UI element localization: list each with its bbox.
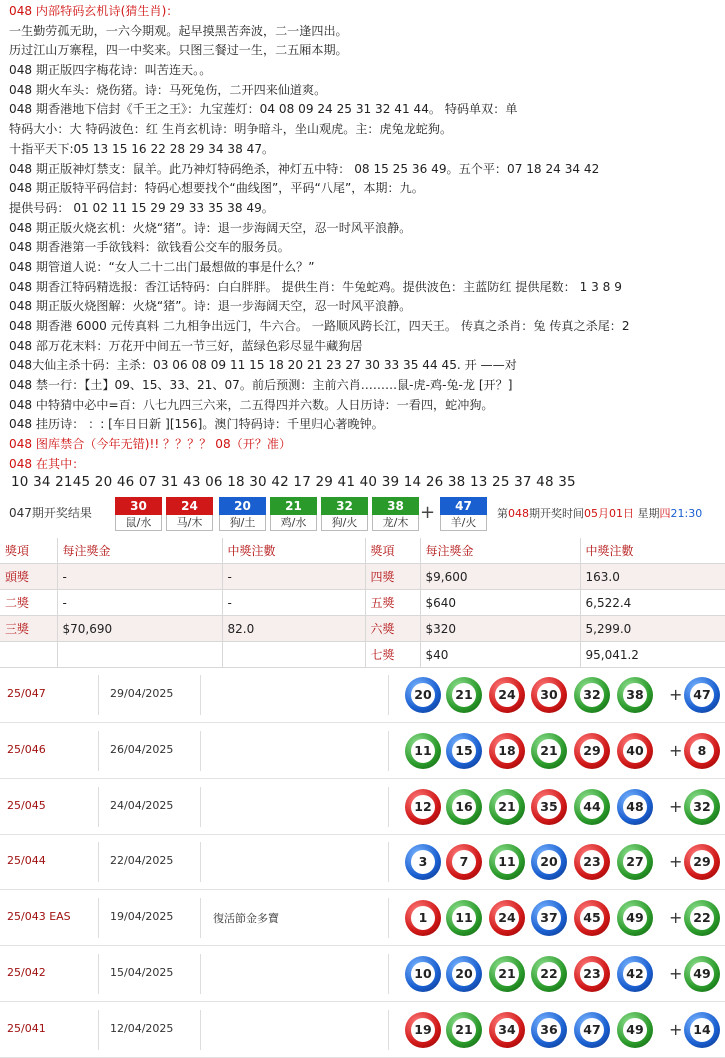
- history-plus: +: [669, 908, 683, 928]
- history-ball-number: 24: [495, 906, 519, 930]
- history-ball-number: 38: [623, 683, 647, 707]
- draw-ball: [166, 497, 213, 531]
- history-ball: [574, 1012, 610, 1048]
- history-ball-number: 47: [580, 1018, 604, 1042]
- history-ball-number: 22: [537, 962, 561, 986]
- history-ball: [574, 677, 610, 713]
- history-ball-number: 30: [537, 683, 561, 707]
- draw-ball: [115, 497, 162, 531]
- draw-ball-zodiac: 狗/火: [321, 515, 368, 531]
- draw-ball: [270, 497, 317, 531]
- history-ball-number: 34: [495, 1018, 519, 1042]
- prize-cell: [0, 642, 57, 668]
- prize-cell: -: [57, 590, 222, 616]
- text-line: 048 部万花末料：万花开中间五一节三好，蓝绿色彩尽显牛藏狗居: [9, 338, 363, 353]
- text-line: 048 内部特码玄机诗(猜生肖)：: [9, 4, 179, 18]
- draw-ball-zodiac: 狗/土: [219, 515, 266, 531]
- prize-cell: 163.0: [580, 564, 725, 590]
- history-issue: 25/041: [7, 1021, 46, 1035]
- history-ball-number: 19: [411, 1018, 435, 1042]
- prize-header-cell: 每注獎金: [420, 538, 580, 564]
- prize-cell: $9,600: [420, 564, 580, 590]
- text-line: 048 期香港地下信封《千王之王》：九宝莲灯：04 08 09 24 25 31 32 41 44。 特码单双：单: [9, 102, 518, 117]
- history-special-number: 14: [690, 1018, 714, 1042]
- text-line: 048大仙主杀十码：主杀：03 06 08 09 11 15 18 20 21 23 27 30 33 35 44 45. 开 ——对: [9, 358, 517, 373]
- next-draw-time: 21:30: [670, 507, 703, 520]
- extra-numbers-line: 10 34 2145 20 46 07 31 43 06 18 30 42 17 29 41 40 39 14 26 38 13 25 37 48 35: [11, 474, 576, 490]
- history-plus: +: [669, 796, 683, 816]
- history-ball: [617, 956, 653, 992]
- text-line: 048 期香港第一手欲钱料：欲钱看公交车的服务员。: [9, 240, 290, 255]
- history-ball-number: 15: [452, 739, 476, 763]
- draw-ball-zodiac: 鼠/水: [115, 515, 162, 531]
- history-ball: [489, 733, 525, 769]
- history-ball: [531, 844, 567, 880]
- history-ball-number: 1: [411, 906, 435, 930]
- history-date: 29/04/2025: [110, 687, 174, 700]
- text-line: 048 中特猜中必中=百：八七九四三六来，二五得四并六数。人日历诗：一看四，蛇冲狗。: [9, 397, 494, 412]
- prize-cell: $40: [420, 642, 580, 668]
- history-ball: [446, 956, 482, 992]
- text-line: 048 期香港 6000 元传真料 二九相争出远门，牛六合。 一路顺风跨长江，四天王。 传真之杀肖：兔 传真之杀尾：2: [9, 319, 630, 333]
- prize-cell: -: [222, 590, 365, 616]
- forecast-text-block: [9, 2, 721, 475]
- prize-cell: 6,522.4: [580, 590, 725, 616]
- history-ball: [405, 789, 441, 825]
- prize-cell: 七獎: [365, 642, 420, 668]
- history-ball: [531, 733, 567, 769]
- history-ball: [446, 1012, 482, 1048]
- history-ball: [405, 1012, 441, 1048]
- draw-ball-zodiac: 马/木: [166, 515, 213, 531]
- history-special-number: 22: [690, 906, 714, 930]
- text-line: 048 期正版四字梅花诗：叫苦连天。。: [9, 63, 212, 78]
- prize-row: [0, 564, 725, 590]
- text-line: 历过江山万寨程，四一中奖来。只图三餐过一生，二五厢本期。: [9, 43, 348, 58]
- history-issue: 25/045: [7, 798, 46, 812]
- text-line: 一生勤劳孤无助，一六今期观。起早摸黑苦奔波，二一逢四出。: [9, 23, 348, 38]
- history-ball: [489, 956, 525, 992]
- history-ball-number: 21: [452, 1018, 476, 1042]
- history-issue: 25/046: [7, 742, 46, 756]
- draw-ball-number: 30: [115, 497, 162, 515]
- history-ball-number: 10: [411, 962, 435, 986]
- draw-result-label: 047期开奖结果: [9, 506, 92, 520]
- history-ball: [617, 1012, 653, 1048]
- prize-header-cell: 中獎注數: [222, 538, 365, 564]
- next-draw-info: [497, 505, 702, 521]
- history-ball-number: 24: [495, 683, 519, 707]
- history-row: [0, 890, 725, 946]
- history-date: 15/04/2025: [110, 966, 174, 979]
- history-ball: [489, 1012, 525, 1048]
- history-ball: [446, 844, 482, 880]
- plus-sign: +: [420, 502, 436, 523]
- history-ball-number: 27: [623, 850, 647, 874]
- prize-header-cell: 獎項: [0, 538, 57, 564]
- draw-ball-number: 24: [166, 497, 213, 515]
- history-ball-number: 29: [580, 739, 604, 763]
- history-ball-number: 11: [411, 739, 435, 763]
- history-ball: [446, 677, 482, 713]
- history-ball-number: 44: [580, 795, 604, 819]
- history-ball-number: 21: [495, 962, 519, 986]
- prize-cell: 82.0: [222, 616, 365, 642]
- text-line: 048 期正版火烧玄机：火烧“猪”。诗：退一步海阔天空，忍一时风平浪静。: [9, 220, 412, 235]
- text-line: 048 期正版火烧图解：火烧“猪”。诗：退一步海阔天空，忍一时风平浪静。: [9, 299, 412, 314]
- history-issue: 25/042: [7, 966, 46, 979]
- history-ball-number: 16: [452, 795, 476, 819]
- history-plus: +: [669, 852, 683, 872]
- prize-header-cell: 每注獎金: [57, 538, 222, 564]
- history-ball: [617, 844, 653, 880]
- history-row: [0, 1002, 725, 1058]
- history-ball: [405, 733, 441, 769]
- history-special-ball: [684, 956, 720, 992]
- history-ball-number: 45: [580, 906, 604, 930]
- history-ball-number: 11: [452, 906, 476, 930]
- prize-row: [0, 590, 725, 616]
- history-ball: [574, 733, 610, 769]
- history-special-number: 47: [690, 683, 714, 707]
- history-ball-number: 48: [623, 795, 647, 819]
- text-line: 048 禁一行：【土】09、15、33、21、07。前后预测：主前六肖………鼠-虎-鸡-兔-龙 [开？]: [9, 378, 513, 393]
- history-ball: [617, 733, 653, 769]
- history-plus: +: [669, 740, 683, 760]
- history-special-ball: [684, 789, 720, 825]
- draw-ball-zodiac: 龙/木: [372, 515, 419, 531]
- next-draw-prefix: 第: [497, 507, 508, 520]
- history-ball-number: 42: [623, 962, 647, 986]
- text-line: 048 期香江特码精选报：香江话特码：白白胖胖。 提供生肖：牛兔蛇鸡。提供波色：主蓝防红 提供尾数： 1 3 8 9: [9, 279, 622, 294]
- history-ball-number: 12: [411, 795, 435, 819]
- text-line: 048 期火车头：烧伤猪。诗：马死兔伤，二开四来仙道爽。: [9, 82, 327, 97]
- text-line: 提供号码： 01 02 11 15 29 29 33 35 38 49。: [9, 200, 274, 215]
- prize-cell: 95,041.2: [580, 642, 725, 668]
- prize-cell: 5,299.0: [580, 616, 725, 642]
- text-line: 048 期管道人说：“女人二十二出门最想做的事是什么？”: [9, 259, 315, 274]
- prize-cell: [57, 642, 222, 668]
- history-ball: [617, 677, 653, 713]
- text-line: 十指平天下:05 13 15 16 22 28 29 34 38 47。: [9, 141, 275, 156]
- prize-row: [0, 642, 725, 668]
- history-date: 12/04/2025: [110, 1021, 174, 1035]
- prize-cell: 三獎: [0, 616, 57, 642]
- special-ball-zodiac: 羊/火: [440, 515, 487, 531]
- prize-cell: $320: [420, 616, 580, 642]
- text-line: 048 挂历诗： ：: [车日日新 ][156]。澳门特码诗：千里归心著晚钟。: [9, 417, 384, 432]
- history-ball-number: 21: [537, 739, 561, 763]
- history-ball: [574, 844, 610, 880]
- history-ball-number: 49: [623, 906, 647, 930]
- history-special-ball: [684, 844, 720, 880]
- history-ball: [489, 789, 525, 825]
- history-ball-number: 3: [411, 850, 435, 874]
- prize-table: [0, 538, 725, 668]
- history-plus: +: [669, 964, 683, 983]
- history-ball: [405, 844, 441, 880]
- history-issue: 25/047: [7, 687, 46, 700]
- text-line: 048 期正版特平码信封：特码心想要找个“曲线图”，平码“八尾”，本期：九。: [9, 181, 424, 196]
- history-ball: [531, 789, 567, 825]
- history-ball-number: 32: [580, 683, 604, 707]
- prize-cell: [222, 642, 365, 668]
- history-date: 19/04/2025: [110, 910, 174, 924]
- history-ball: [405, 677, 441, 713]
- history-ball-number: 23: [580, 962, 604, 986]
- prize-cell: 五獎: [365, 590, 420, 616]
- prize-cell: -: [57, 564, 222, 590]
- draw-ball-zodiac: 鸡/水: [270, 515, 317, 531]
- history-ball-number: 40: [623, 739, 647, 763]
- history-row: [0, 779, 725, 835]
- text-line: 048 在其中：: [9, 456, 85, 471]
- history-special-ball: [684, 677, 720, 713]
- history-issue: 25/043 EAS: [7, 910, 71, 924]
- history-ball-number: 7: [452, 850, 476, 874]
- text-line: 特码大小：大 特码波色：红 生肖玄机诗：明争暗斗，坐山观虎。主：虎兔龙蛇狗。: [9, 122, 453, 137]
- history-issue: 25/044: [7, 854, 46, 868]
- history-ball: [574, 900, 610, 936]
- history-ball: [489, 900, 525, 936]
- next-draw-weekday: 四: [659, 507, 671, 520]
- prize-cell: 二獎: [0, 590, 57, 616]
- history-row: [0, 723, 725, 779]
- next-draw-mid: 期开奖时间: [529, 507, 584, 520]
- history-special-ball: [684, 900, 720, 936]
- special-ball-number: 47: [440, 497, 487, 515]
- history-ball: [446, 900, 482, 936]
- draw-ball-number: 38: [372, 497, 419, 515]
- prize-cell: $70,690: [57, 616, 222, 642]
- history-ball: [531, 677, 567, 713]
- history-ball: [531, 900, 567, 936]
- history-plus: +: [669, 1019, 683, 1039]
- history-ball-number: 35: [537, 795, 561, 819]
- draw-ball-number: 21: [270, 497, 317, 515]
- prize-header-cell: 中獎注數: [580, 538, 725, 564]
- prize-header-cell: 獎項: [365, 538, 420, 564]
- history-ball-number: 20: [452, 962, 476, 986]
- history-special-number: 29: [690, 850, 714, 874]
- history-special-ball: [684, 1012, 720, 1048]
- history-ball: [617, 900, 653, 936]
- history-ball: [405, 900, 441, 936]
- history-row: [0, 667, 725, 723]
- history-ball: [446, 733, 482, 769]
- draw-ball-number: 20: [219, 497, 266, 515]
- history-special-number: 32: [690, 795, 714, 819]
- history-ball-number: 21: [495, 795, 519, 819]
- history-ball: [617, 789, 653, 825]
- history-ball: [531, 1012, 567, 1048]
- prize-row: [0, 616, 725, 642]
- history-date: 22/04/2025: [110, 854, 174, 868]
- history-ball-number: 23: [580, 850, 604, 874]
- text-line: 048 期正版神灯禁支：鼠羊。此乃神灯特码绝杀，神灯五中特： 08 15 25 36 49。五个平：07 18 24 34 42: [9, 161, 600, 176]
- history-ball: [531, 956, 567, 992]
- text-line: 048 图库禁合（今年无错)!! ？？？？ 08（开？准）: [9, 437, 292, 452]
- prize-cell: 頭獎: [0, 564, 57, 590]
- history-special-number: 8: [690, 739, 714, 763]
- history-ball-number: 20: [411, 683, 435, 707]
- history-ball: [405, 956, 441, 992]
- history-ball: [489, 844, 525, 880]
- draw-result-bar: [0, 494, 725, 536]
- draw-ball: [321, 497, 368, 531]
- history-note: 復活節金多寶: [213, 912, 279, 926]
- history-row: [0, 946, 725, 1002]
- prize-cell: -: [222, 564, 365, 590]
- special-ball: [440, 497, 487, 531]
- next-draw-issue: 048: [508, 507, 529, 520]
- draw-ball: [219, 497, 266, 531]
- next-draw-week-label: 星期: [637, 507, 660, 520]
- history-ball: [574, 789, 610, 825]
- history-ball: [489, 677, 525, 713]
- history-ball: [574, 956, 610, 992]
- prize-cell: 四獎: [365, 564, 420, 590]
- history-row: [0, 834, 725, 890]
- history-ball-number: 49: [623, 1018, 647, 1042]
- history-date: 26/04/2025: [110, 742, 174, 756]
- history-ball-number: 21: [452, 683, 476, 707]
- prize-cell: $640: [420, 590, 580, 616]
- history-special-ball: [684, 733, 720, 769]
- history-ball-number: 36: [537, 1018, 561, 1042]
- draw-ball: [372, 497, 419, 531]
- history-plus: +: [669, 685, 683, 704]
- history-ball: [446, 789, 482, 825]
- draw-ball-number: 32: [321, 497, 368, 515]
- history-special-number: 49: [690, 962, 714, 986]
- history-ball-number: 37: [537, 906, 561, 930]
- next-draw-date: 05月01日: [584, 507, 634, 520]
- history-date: 24/04/2025: [110, 798, 174, 812]
- history-ball-number: 20: [537, 850, 561, 874]
- history-ball-number: 11: [495, 850, 519, 874]
- history-ball-number: 18: [495, 739, 519, 763]
- prize-cell: 六獎: [365, 616, 420, 642]
